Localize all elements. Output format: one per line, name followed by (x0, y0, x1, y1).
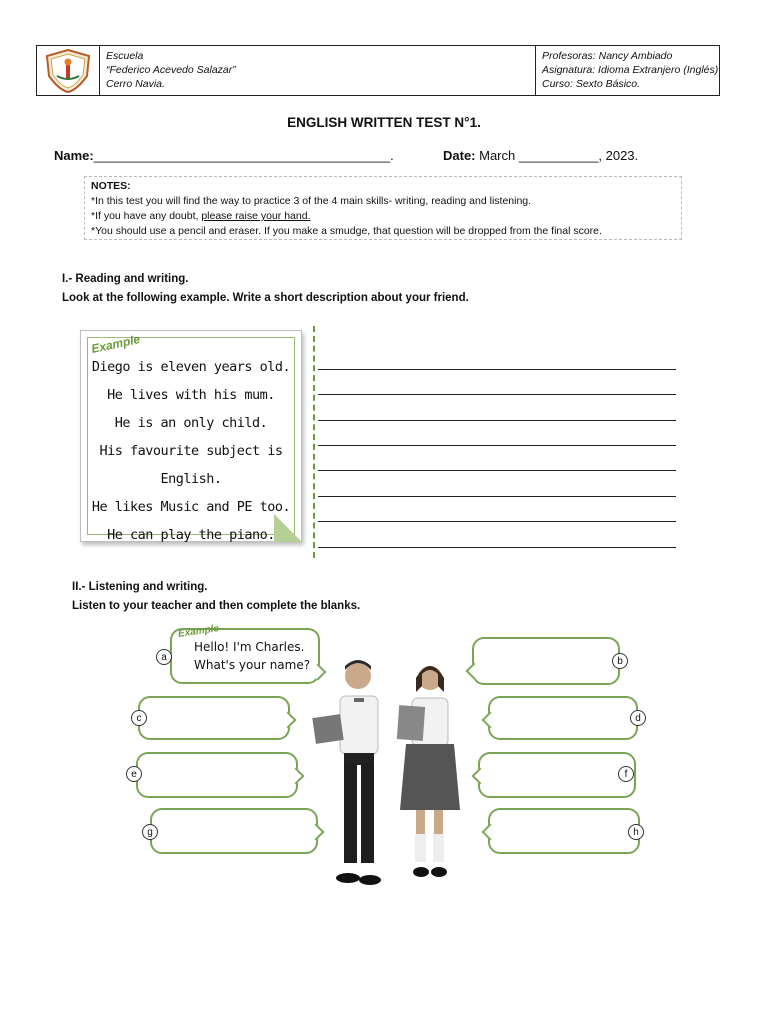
name-row[interactable] (54, 148, 394, 163)
bubble-example-line2: What's your name? (194, 658, 311, 672)
bubble-h[interactable] (488, 808, 640, 854)
example-line: His favourite subject is English. (99, 443, 283, 487)
notes-heading: NOTES: (91, 180, 131, 192)
writing-line[interactable] (318, 521, 676, 522)
school-name: “Federico Acevedo Salazar” (106, 64, 236, 76)
header-table (36, 45, 720, 96)
girl-student-icon (397, 666, 460, 877)
writing-line[interactable] (318, 369, 676, 370)
bubble-letter: d (630, 710, 646, 726)
name-label: Name: (54, 148, 94, 163)
example-card-lines (81, 353, 301, 549)
notes-line-2 (91, 209, 675, 224)
bubble-e[interactable] (136, 752, 298, 798)
bubble-letter: b (612, 653, 628, 669)
bubble-letter: f (618, 766, 634, 782)
bubble-letter: a (156, 649, 172, 665)
school-label: Escuela (106, 50, 144, 62)
example-line: He lives with his mum. (107, 387, 275, 403)
example-line: He can play the piano. (107, 527, 275, 543)
bubble-tail (482, 824, 499, 841)
example-card-label: Example (90, 332, 142, 356)
school-logo-cell (37, 46, 100, 95)
bubble-f[interactable] (478, 752, 636, 798)
bubble-example-text (194, 638, 310, 674)
divider-dashed (313, 326, 315, 558)
writing-line[interactable] (318, 470, 676, 471)
bubble-b[interactable] (472, 637, 620, 685)
test-title: ENGLISH WRITTEN TEST N°1. (287, 115, 481, 130)
course: Curso: Sexto Básico. (542, 78, 641, 90)
school-crest-icon (37, 46, 99, 95)
bubble-a (170, 623, 320, 684)
course-info-cell (535, 46, 719, 95)
example-line: He is an only child. (114, 415, 268, 431)
writing-line[interactable] (318, 420, 676, 421)
teachers: Profesoras: Nancy Ambiado (542, 50, 673, 62)
writing-line[interactable] (318, 394, 676, 395)
bubble-tail (482, 712, 499, 729)
date-value[interactable]: March ___________, 2023. (475, 148, 639, 163)
example-line: Diego is eleven years old. (91, 359, 291, 375)
example-note-card (80, 330, 302, 542)
writing-line[interactable] (318, 445, 676, 446)
bubble-letter: h (628, 824, 644, 840)
section2-heading: II.- Listening and writing. (72, 581, 208, 593)
section1-instruction: Look at the following example. Write a short description about your friend. (62, 292, 469, 304)
bubble-tail (280, 712, 297, 729)
bubble-g[interactable] (150, 808, 318, 854)
notes-line-3: *You should use a pencil and eraser. If you make a smudge, that question will be dropped from the final score. (91, 225, 602, 237)
bubble-c[interactable] (138, 696, 290, 740)
writing-line[interactable] (318, 547, 676, 548)
bubble-letter: e (126, 766, 142, 782)
children-students-illustration (300, 658, 480, 892)
section2-instruction: Listen to your teacher and then complete the blanks. (72, 600, 361, 612)
notes-line-1: *In this test you will find the way to practice 3 of the 4 main skills- writing, reading and listening. (91, 195, 532, 207)
bubble-example-label: Example (177, 623, 220, 640)
page-curl-icon (274, 514, 302, 542)
section1-heading: I.- Reading and writing. (62, 273, 189, 285)
school-info-cell (99, 46, 536, 95)
notes-line-2-underlined: please raise your hand. (201, 210, 311, 222)
bubble-letter: g (142, 824, 158, 840)
school-location: Cerro Navia. (106, 78, 165, 90)
notes-box (84, 176, 682, 240)
example-line: He likes Music and PE too. (91, 499, 291, 515)
date-label: Date: (443, 148, 476, 163)
writing-line[interactable] (318, 496, 676, 497)
subject: Asignatura: Idioma Extranjero (Inglés) (542, 64, 719, 76)
name-blank[interactable]: _________________________________________. (93, 148, 394, 163)
date-row[interactable] (443, 148, 638, 163)
boy-student-icon (312, 660, 381, 885)
bubble-letter: c (131, 710, 147, 726)
bubble-d[interactable] (488, 696, 638, 740)
notes-line-2-prefix: *If you have any doubt, (91, 210, 202, 222)
bubble-example-line1: Hello! I'm Charles. (194, 640, 305, 654)
